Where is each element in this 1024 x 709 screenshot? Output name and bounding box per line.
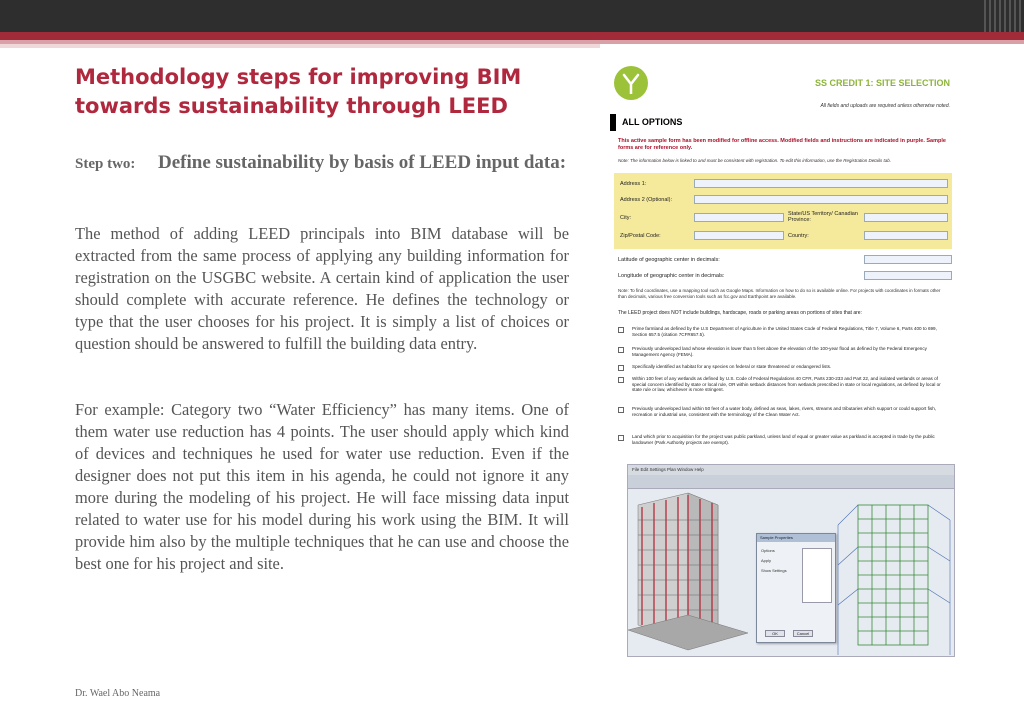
ok-button[interactable]: OK [765,630,785,637]
city-field[interactable] [694,213,784,222]
address1-label: Address 1: [620,181,647,187]
paragraph-method: The method of adding LEED principals into BIM database will be extracted from the same process of applying any building information for registration on the USGBC website. A certain kind of application the user should complete with accurate reference. He defines the technology or type that the user chooses for his project. It is simply a list of choices or question should be answered to fulfill the building data entry. [75,224,569,353]
country-select[interactable] [864,231,948,240]
longitude-label: Longitude of geographic center in decimals: [618,273,725,279]
top-stripes [984,0,1024,32]
checkbox-icon[interactable] [618,377,624,383]
checkbox-icon[interactable] [618,407,624,413]
form-note-red: This active sample form has been modified for offline access. Modified fields and instructions are indicated in purple. Sample forms are for reference only. [618,138,946,151]
leed-logo-icon [614,66,648,100]
dialog-preview [802,548,832,603]
bim-menubar: File Edit Settings Plan Window Help [628,465,954,475]
top-dark-bar [0,0,1024,32]
leed-form-image: SS CREDIT 1: SITE SELECTION All fields and uploads are required unless otherwise noted. ALL OPTIONS This active sample form has been modified for offline access. Modified fields and instructions are indicated in purple. Sample forms are for reference only. Note: The information below is linked to and must be consistent with registration. To edit this information, use the Registration Details tab. Address 1: Address 2 (Optional): City: State/US Territory/ Canadian Province: Zip/Postal Code: Country: Latitude of geographic center in decimals: Longitude of geographic center in decimals: Note: To find coordinates, use a mapping tool such as Google Maps. Information on how to do so is available online. For projects with coordinates in formats other than decimals, various free conversion tools such as fcc.gov and Earthpoint are available. The LEED project does NOT include buildings, hardscape, roads or parking areas on portions of sites that are: Prime farmland as defined by the U.S Department of Agriculture in the United States Code of Federal Regulations, Title 7, Volume 6, Parts 400 to 699, Section 657.5 (citation 7CFR657.5). Previously undeveloped land whose elevation is lower than 5 feet above the elevation of the 100-year flood as defined by the Federal Emergency Management Agency (FEMA). Specifically identified as habitat for any species on federal or state threatened or endangered lists. Within 100 feet of any wetlands as defined by U.S. Code of Federal Regulations 40 CFR, Parts 230-233 and Part 22, and isolated wetlands or areas of special concern identified by state or local rule, OR within setback distances from wetlands prescribed in state or local regulations, as defined by local or state rule or law, whichever is more stringent. Previously undeveloped land within 50 feet of a water body, defined as seas, lakes, rivers, streams and tributaries which support or could support fish, recreation or industrial use, consistent with the terminology of the Clean Water Act. Land which prior to acquisition for the project was public parkland, unless land of equal or greater value as parkland is accepted in trade by the public landowner (Park Authority projects are exempt). [606,60,958,456]
checkbox-icon[interactable] [618,347,624,353]
dialog-option[interactable]: Show Settings [761,568,787,573]
form-note-info: Note: The information below is linked to and must be consistent with registration. To edit this information, use the Registration Details tab. [618,158,891,163]
checkbox-icon[interactable] [618,435,624,441]
state-label: State/US Territory/ Canadian Province: [788,211,858,223]
building-left [628,493,748,650]
dialog-option[interactable]: Options [761,548,775,553]
longitude-field[interactable] [864,271,952,280]
country-label: Country: [788,233,809,239]
state-field[interactable] [864,213,948,222]
address2-field[interactable] [694,195,948,204]
zip-field[interactable] [694,231,784,240]
address1-field[interactable] [694,179,948,188]
coordinate-note: Note: To find coordinates, use a mapping tool such as Google Maps. Information on how to do so is available online. For projects with coordinates in formats other than decimals, various free conversion tools such as fcc.gov and Earthpoint are available. [618,288,941,299]
dialog-option[interactable]: Apply [761,558,772,563]
paragraph-example: For example: Category two “Water Efficiency” has many items. One of them water use reduction has 4 points. The user should apply which kind of devices and techniques he used for water use reduction. Even if the designer does not put this item in his agenda, he could not ignore it any more during the modeling of his project. He will face missing data input related to water use for his model during his work using the BIM. It will provide him also by the multiple techniques that he can use and choose the best one for his project and site. [75,400,569,573]
dialog-title: Sample Properties [757,534,835,542]
checkbox-icon[interactable] [618,327,624,333]
latitude-label: Latitude of geographic center in decimals: [618,257,720,263]
cancel-button[interactable]: Cancel [793,630,813,637]
bim-model-image [627,464,955,657]
top-light-bar [0,44,600,48]
credit-subtitle: All fields and uploads are required unless otherwise noted. [820,103,950,109]
credit-title: SS CREDIT 1: SITE SELECTION [814,78,950,88]
address2-label: Address 2 (Optional): [620,197,672,203]
city-label: City: [620,215,631,221]
section-header: ALL OPTIONS [610,114,952,131]
top-red-bar [0,32,1024,40]
step-label: Step two: [75,156,136,172]
step-heading: Define sustainability by basis of LEED input data: [158,152,567,173]
latitude-field[interactable] [864,255,952,264]
checklist-intro: The LEED project does NOT include buildings, hardscape, roads or parking areas on portions of sites that are: [618,310,862,316]
slide-title: Methodology steps for improving BIM towards sustainability through LEED [75,65,522,118]
slide-footer: Dr. Wael Abo Neama [75,688,161,699]
bim-dialog[interactable] [756,533,836,643]
address-block [614,173,952,249]
building-right [838,505,950,655]
checkbox-icon[interactable] [618,365,624,371]
zip-label: Zip/Postal Code: [620,233,661,239]
